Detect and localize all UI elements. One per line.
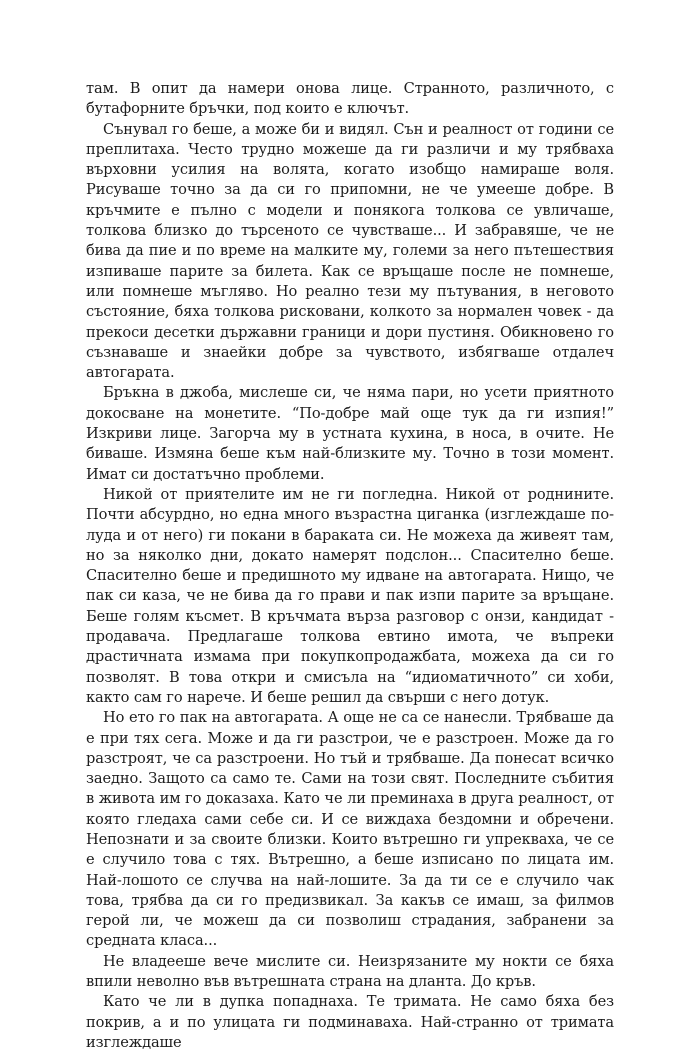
paragraph-continued: там. В опит да намери онова лице. Странното, различното, с бутафорните бръчки, под които е ключът. bbox=[86, 80, 614, 118]
paragraph: Като че ли в дупка попаднаха. Те тримата. Не само бяха без покрив, а и по улицата ги подминаваха. Най-странно от тримата изглеждаше bbox=[86, 993, 614, 1051]
paragraph: Не владееше вече мислите си. Неизрязаните му нокти се бяха впили неволно във вътрешната страна на дланта. До кръв. bbox=[86, 952, 614, 991]
paragraph: Бръкна в джоба, мислеше си, че няма пари, но усети приятното докосване на монетите. “По-добре май още тук да ги изпия!” Изкриви лице. Загорча му в устната кухина, в носа, в очите. Не биваше. Измяна беше към най-близките му. Точно в този момент. Имат си достатъчно проблеми. bbox=[86, 384, 614, 483]
page-body bbox=[86, 79, 614, 1053]
paragraph: Но ето го пак на автогарата. А още не са се нанесли. Трябваше да е при тях сега. Може и да ги разстрои, че е разстроен. Може да го разстроят, че са разстроени. Но тъй и трябваше. Да понесат всичко заедно. Защото са само те. Сами на този свят. Последните събития в живота им го доказаха. Като че ли преминаха в друга реалност, от която гледаха сами себе си. И се виждаха бездомни и обречени. Непознати и за своите близки. Които вътрешно ги упрекваха, че се е случило това с тях. Вътрешно, а беше изписано по лицата им. Най-лошото се случва на най-лошите. За да ти се е случило чак това, трябва да си го предизвикал. За какъв се имаш, за филмов герой ли, че можеш да си позволиш страдания, забранени за средната класа... bbox=[86, 709, 614, 950]
paragraph: Никой от приятелите им не ги погледна. Никой от роднините. Почти абсурдно, но една много възрастна циганка (изглеждаше полуда и от него) ги покани в бараката си. Не можеха да живеят там, но за няколко дни, докато намерят подслон... Спасително беше. Спасително беше и предишното му идване на автогарата. Нищо, че пак си каза, че не бива да го прави и пак изпи парите за връщане. Беше голям късмет. В кръчмата върза разговор с онзи, кандидат - продавача. Предлагаше толкова евтино имота, че въпреки драстичната измама при покупкопродажбата, можеха да си го позволят. В това откри и смисъла на “идиоматичното” си хоби, както сам го нарече. И беше решил да свърши с него дотук. bbox=[86, 485, 614, 706]
paragraph: Сънувал го беше, а може би и видял. Сън и реалност от години се преплитаха. Често трудно можеше да ги различи и му трябваха върховни усилия на волята, когато изобщо намираше воля. Рисуваше точно за да си го припомни, не че умееше добре. В кръчмите е пълно с модели и понякога толкова се увличаше, толкова близко до търсеното се чувстваше... И забравяше, че не бива да пие и по време на малките му, големи за него пътешествия изпиваше парите за билета. Как се връщаше после не помнеше, или помнеше мъгляво. Но реално тези му пътувания, в неговото състояние, бяха толкова рисковани, колкото за нормален човек - да прекоси десетки държавни граници и дори пустиня. Обикновено го съзнаваше и знаейки добре за чувството, избягваше отдалеч автогарата. bbox=[86, 120, 614, 382]
